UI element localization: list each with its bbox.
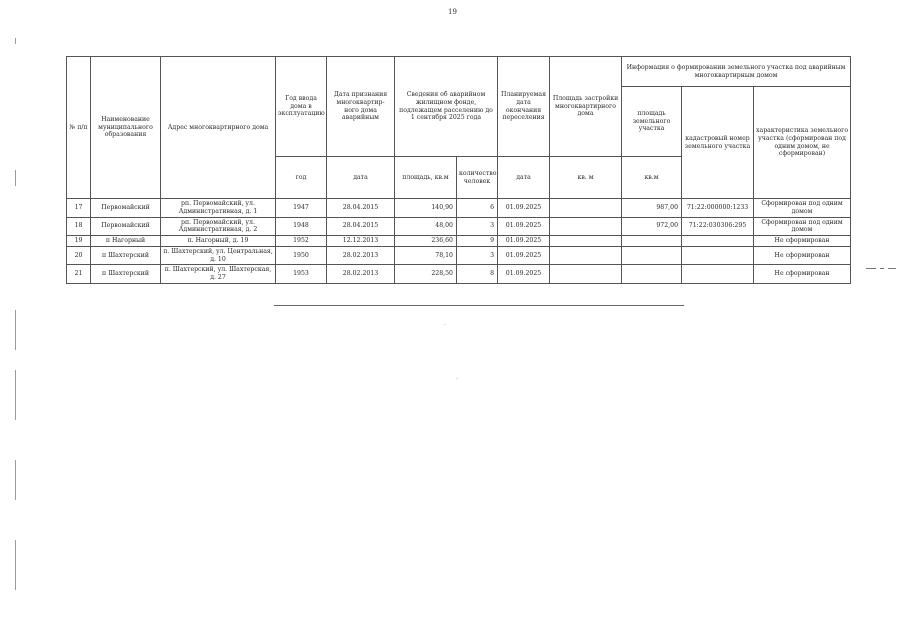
table-row — [67, 199, 851, 218]
cell-land-area: 987,00 — [622, 199, 682, 218]
cell-year: 1952 — [276, 236, 327, 247]
separator-line — [274, 305, 684, 306]
cell-num: 17 — [67, 199, 91, 218]
emergency-housing-table-container — [66, 56, 850, 284]
cell-num: 18 — [67, 217, 91, 236]
cell-building-area — [550, 265, 622, 284]
cell-year: 1953 — [276, 265, 327, 284]
header-cell-municipality: Наименование муниципального образования — [91, 57, 161, 199]
header-cell-planned-relocation: Планируемая дата окончания переселения — [498, 57, 550, 157]
cell-num: 21 — [67, 265, 91, 284]
table-row — [67, 217, 851, 236]
scan-margin-mark — [15, 540, 16, 590]
cell-area: 48,00 — [395, 217, 457, 236]
cell-year: 1947 — [276, 199, 327, 218]
cell-address: рп. Первомайский, ул. Административная, д. 2 — [161, 217, 276, 236]
header-cell-land-status: характеристика земельного участка (сформирован под одним домом, не сформирован) — [754, 87, 851, 199]
cell-area: 228,50 — [395, 265, 457, 284]
unit-cell-year: год — [276, 157, 327, 199]
cell-land-status: Не сформирован — [754, 246, 851, 265]
cell-date: 28.04.2015 — [327, 217, 395, 236]
scan-margin-mark — [866, 268, 876, 269]
emergency-housing-table — [66, 56, 851, 284]
cell-land-area — [622, 246, 682, 265]
unit-cell-building-area: кв. м — [550, 157, 622, 199]
cell-land-status: Сформирован под одним домом — [754, 199, 851, 218]
cell-cadastral — [682, 236, 754, 247]
scan-margin-mark — [15, 370, 16, 420]
scan-margin-mark — [15, 310, 16, 350]
cell-area: 140,90 — [395, 199, 457, 218]
header-cell-emergency-date: Дата признания многоквартир-ного дома аварийным — [327, 57, 395, 157]
header-cell-land-area: площадь земельного участка — [622, 87, 682, 157]
cell-people: 8 — [457, 265, 498, 284]
header-cell-fund-info: Сведения об аварийном жилищном фонде, подлежащем расселению до 1 сентября 2025 года — [395, 57, 498, 157]
cell-date: 28.02.2013 — [327, 265, 395, 284]
cell-date: 28.04.2015 — [327, 199, 395, 218]
cell-area: 78,10 — [395, 246, 457, 265]
header-cell-num: № п/п — [67, 57, 91, 199]
cell-address: п. Шахтерский, ул. Центральная, д. 10 — [161, 246, 276, 265]
cell-land-status: Не сформирован — [754, 236, 851, 247]
cell-land-area: 972,00 — [622, 217, 682, 236]
cell-building-area — [550, 199, 622, 218]
unit-cell-planned-date: дата — [498, 157, 550, 199]
cell-cadastral — [682, 246, 754, 265]
cell-land-area — [622, 265, 682, 284]
cell-date: 12.12.2013 — [327, 236, 395, 247]
cell-people: 6 — [457, 199, 498, 218]
cell-municipality: п Шахтерский — [91, 246, 161, 265]
cell-planned-date: 01.09.2025 — [498, 265, 550, 284]
cell-land-area — [622, 236, 682, 247]
cell-area: 236,60 — [395, 236, 457, 247]
cell-num: 19 — [67, 236, 91, 247]
scan-speck: · — [444, 322, 446, 329]
unit-cell-date: дата — [327, 157, 395, 199]
cell-cadastral: 71:22:000000:1233 — [682, 199, 754, 218]
cell-municipality: п Нагорный — [91, 236, 161, 247]
cell-municipality: п Шахтерский — [91, 265, 161, 284]
cell-cadastral: 71:22:030306:295 — [682, 217, 754, 236]
cell-planned-date: 01.09.2025 — [498, 246, 550, 265]
cell-date: 28.02.2013 — [327, 246, 395, 265]
scan-speck: · — [456, 376, 458, 383]
cell-num: 20 — [67, 246, 91, 265]
page-number: 19 — [448, 8, 457, 16]
unit-cell-people: количество человек — [457, 157, 498, 199]
table-row — [67, 246, 851, 265]
header-cell-address: Адрес многоквартирного дома — [161, 57, 276, 199]
scan-margin-mark — [880, 268, 884, 269]
cell-planned-date: 01.09.2025 — [498, 199, 550, 218]
scan-margin-mark — [15, 38, 16, 44]
cell-building-area — [550, 217, 622, 236]
unit-cell-land-area: кв.м — [622, 157, 682, 199]
table-row — [67, 236, 851, 247]
cell-people: 3 — [457, 217, 498, 236]
cell-address: рп. Первомайский, ул. Административная, д. 1 — [161, 199, 276, 218]
header-row — [67, 57, 851, 87]
cell-planned-date: 01.09.2025 — [498, 236, 550, 247]
scan-margin-mark — [15, 170, 16, 186]
cell-year: 1948 — [276, 217, 327, 236]
cell-municipality: Первомайский — [91, 199, 161, 218]
cell-address: п. Нагорный, д. 19 — [161, 236, 276, 247]
scan-margin-mark — [15, 460, 16, 500]
table-row — [67, 265, 851, 284]
unit-cell-area: площадь, кв.м — [395, 157, 457, 199]
cell-people: 3 — [457, 246, 498, 265]
cell-year: 1950 — [276, 246, 327, 265]
cell-building-area — [550, 246, 622, 265]
cell-building-area — [550, 236, 622, 247]
cell-people: 9 — [457, 236, 498, 247]
header-cell-year-commissioned: Год ввода дома в эксплуатацию — [276, 57, 327, 157]
cell-land-status: Сформирован под одним домом — [754, 217, 851, 236]
header-cell-building-area: Площадь застройки многоквартирного дома — [550, 57, 622, 157]
header-cell-land-info: Информация о формировании земельного участка под аварийным многоквартирным домом — [622, 57, 851, 87]
cell-address: п. Шахтерский, ул. Шахтерская, д. 27 — [161, 265, 276, 284]
cell-municipality: Первомайский — [91, 217, 161, 236]
cell-planned-date: 01.09.2025 — [498, 217, 550, 236]
cell-land-status: Не сформирован — [754, 265, 851, 284]
cell-cadastral — [682, 265, 754, 284]
scan-margin-mark — [888, 268, 896, 269]
header-cell-cadastral: кадастровый номер земельного участка — [682, 87, 754, 199]
